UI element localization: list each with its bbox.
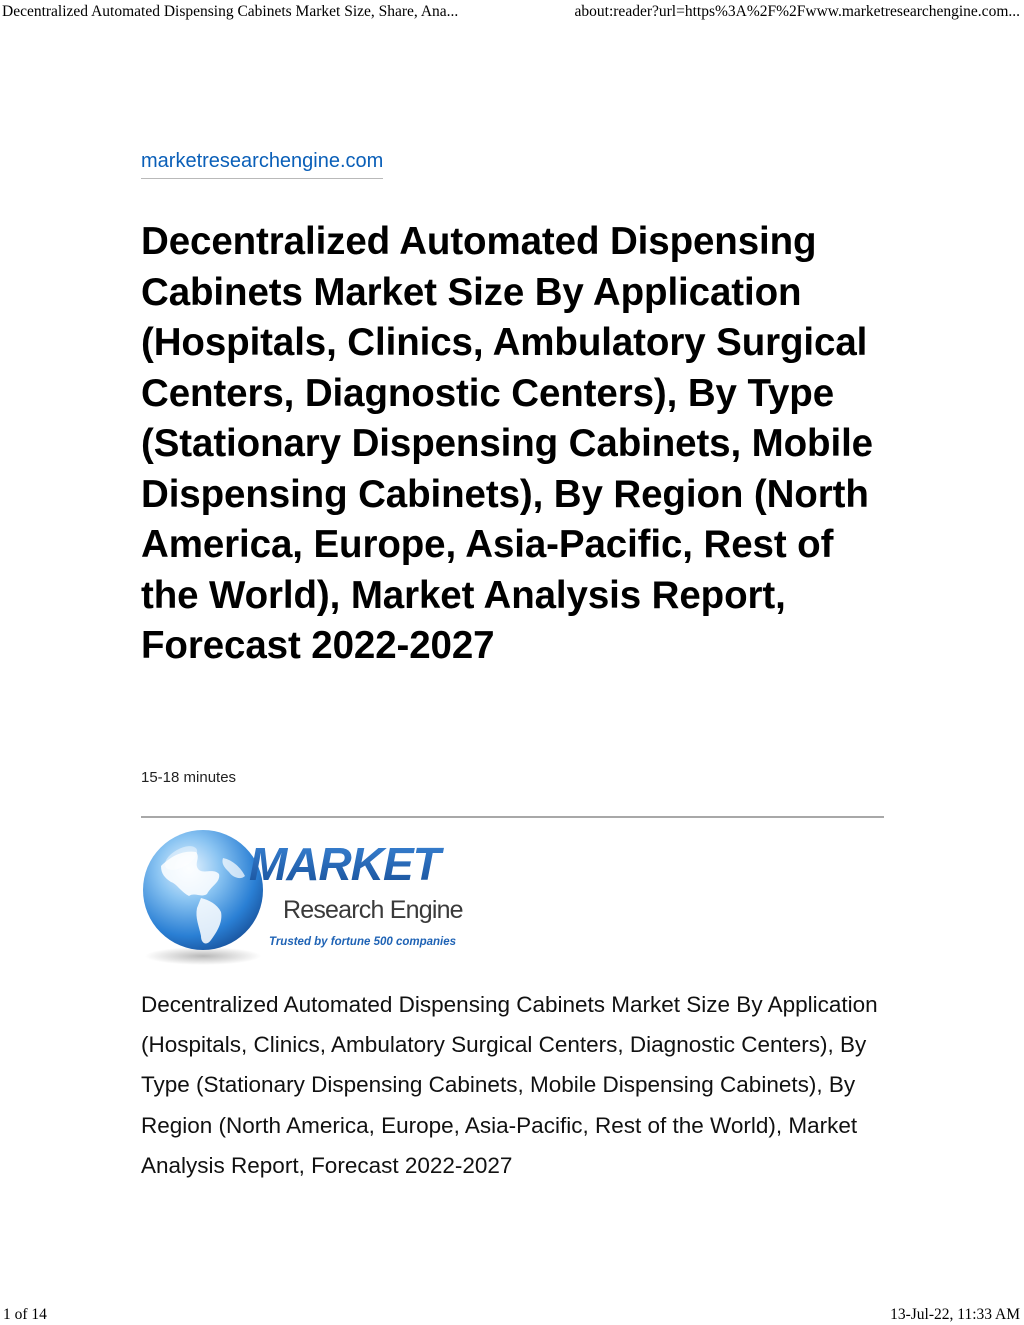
logo-subtitle: Research Engine	[283, 896, 463, 924]
print-footer	[0, 1305, 1024, 1325]
site-link[interactable]: marketresearchengine.com	[141, 147, 383, 179]
print-header-url: about:reader?url=https%3A%2F%2Fwww.marketresearchengine.com...	[574, 3, 1020, 20]
logo-word: MARKET	[249, 838, 440, 890]
globe-icon	[143, 830, 263, 950]
read-time: 15-18 minutes	[141, 769, 237, 786]
page-title: Decentralized Automated Dispensing Cabinets Market Size By Application (Hospitals, Clinics, Ambulatory Surgical Centers, Diagnostic Centers), By Type (Stationary Dispensing Cabinets, Mobile Dispensing Cabinets), By Region (North America, Europe, Asia-Pacific, Rest of the World), Market Analysis Report, Forecast 2022-2027	[141, 220, 873, 667]
logo-graphic	[141, 828, 471, 968]
print-header	[0, 0, 1024, 24]
print-timestamp: 13-Jul-22, 11:33 AM	[890, 1306, 1020, 1323]
page-counter: 1 of 14	[3, 1306, 47, 1323]
market-research-engine-logo	[141, 828, 471, 968]
logo-tagline: Trusted by fortune 500 companies	[269, 936, 457, 948]
print-header-title: Decentralized Automated Dispensing Cabinets Market Size, Share, Ana...	[2, 3, 459, 20]
divider	[141, 816, 884, 818]
article-body: Decentralized Automated Dispensing Cabinets Market Size By Application (Hospitals, Clinics, Ambulatory Surgical Centers, Diagnostic Centers), By Type (Stationary Dispensing Cabinets, Mobile Dispensing Cabinets), By Region (North America, Europe, Asia-Pacific, Rest of the World), Market Analysis Report, Forecast 2022-2027	[141, 992, 878, 1178]
